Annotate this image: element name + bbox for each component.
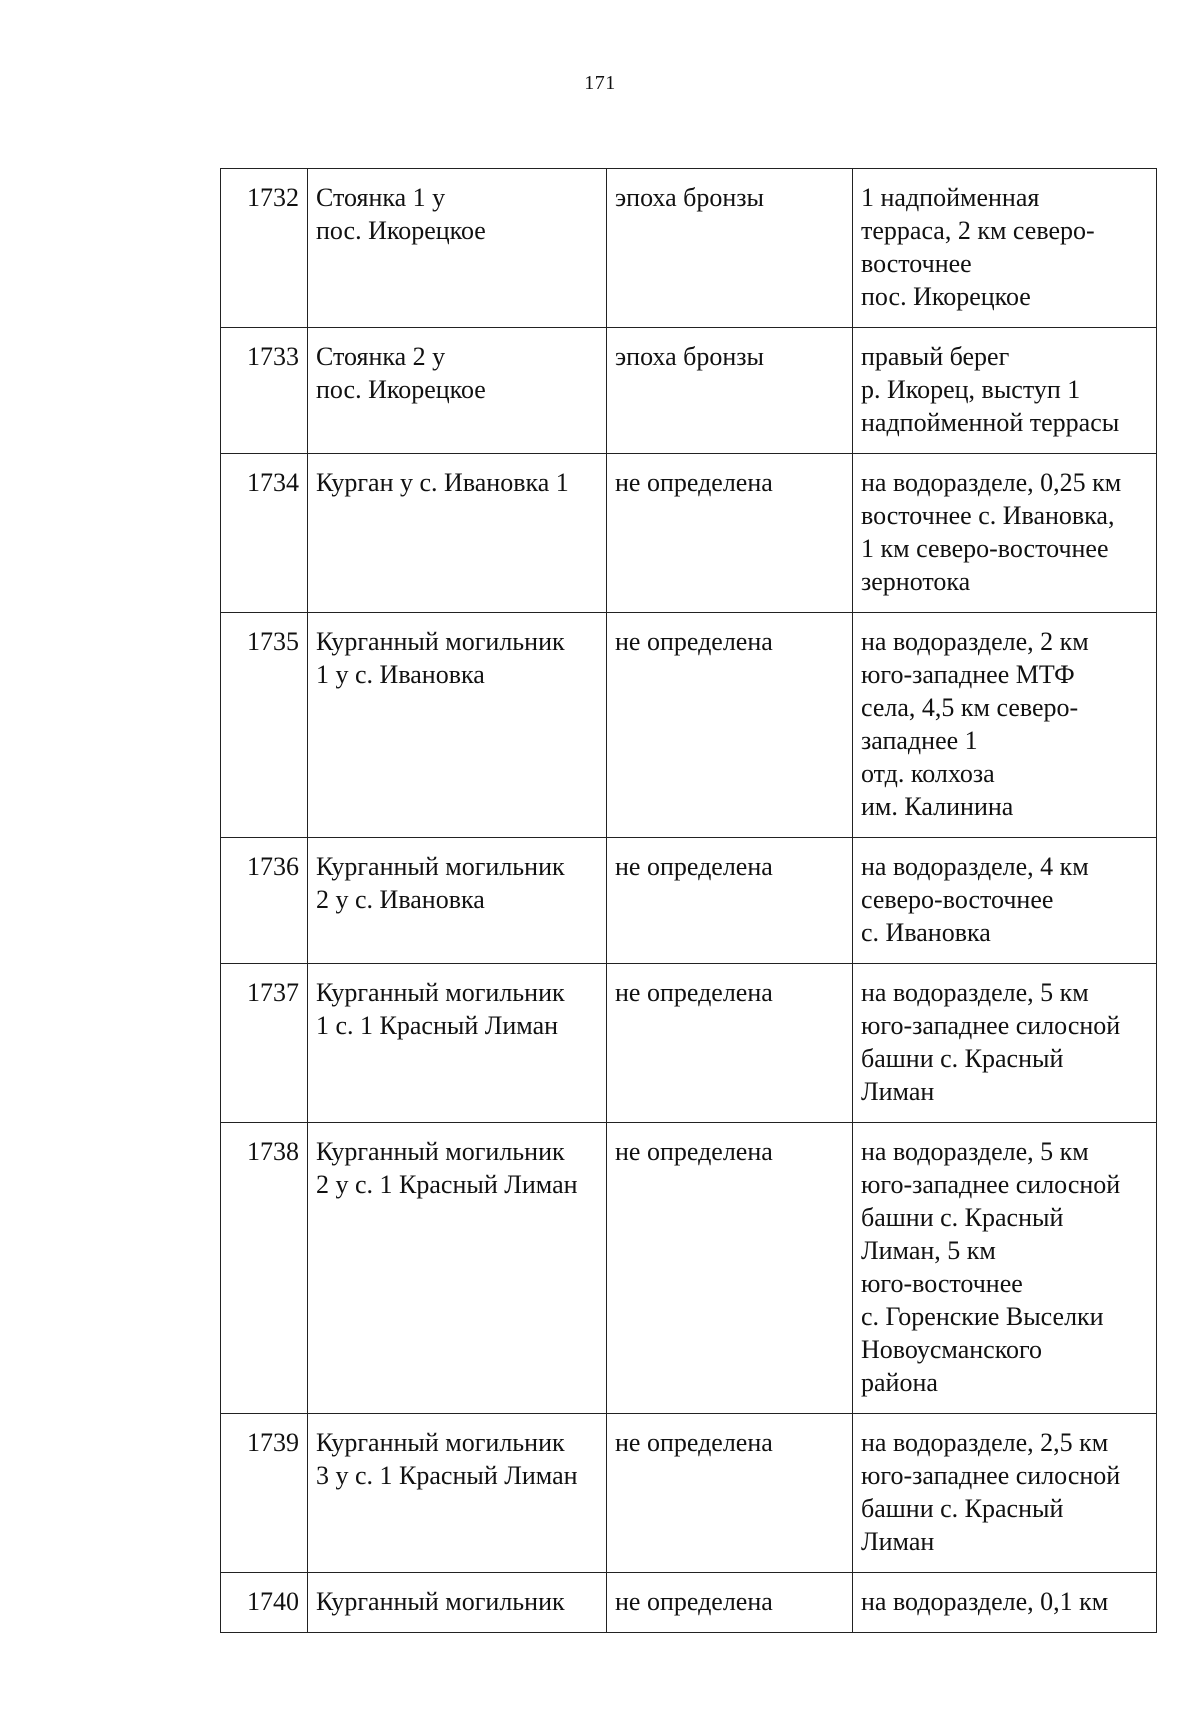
site-name-cell bbox=[308, 1123, 607, 1414]
site-location-cell-line: им. Калинина bbox=[861, 792, 1014, 821]
site-location-cell-line: восточнее с. Ивановка, bbox=[861, 501, 1115, 530]
site-location-cell-line: башни с. Красный bbox=[861, 1494, 1064, 1523]
site-location-cell-line: села, 4,5 км северо- bbox=[861, 693, 1079, 722]
site-number-cell: 1735 bbox=[221, 613, 308, 838]
site-epoch-cell-line: не определена bbox=[615, 1428, 773, 1457]
site-location-cell bbox=[853, 1573, 1157, 1633]
site-location-cell-line: зернотока bbox=[861, 567, 971, 596]
site-location-cell-line: на водоразделе, 4 км bbox=[861, 852, 1089, 881]
site-name-cell bbox=[308, 169, 607, 328]
site-location-cell-line: Лиман bbox=[861, 1527, 935, 1556]
table-row bbox=[221, 169, 1157, 328]
site-location-cell-line: восточнее bbox=[861, 249, 972, 278]
site-name-cell bbox=[308, 1414, 607, 1573]
site-location-cell-line: на водоразделе, 5 км bbox=[861, 978, 1089, 1007]
site-name-cell bbox=[308, 964, 607, 1123]
site-number-cell: 1738 bbox=[221, 1123, 308, 1414]
table-row bbox=[221, 1123, 1157, 1414]
site-epoch-cell bbox=[607, 328, 853, 454]
site-location-cell-line: юго-западнее МТФ bbox=[861, 660, 1075, 689]
site-epoch-cell-line: не определена bbox=[615, 468, 773, 497]
site-location-cell-line: Лиман, 5 км bbox=[861, 1236, 996, 1265]
site-location-cell bbox=[853, 1414, 1157, 1573]
site-name-cell-line: Курган у с. Ивановка 1 bbox=[316, 468, 569, 497]
site-epoch-cell bbox=[607, 169, 853, 328]
site-name-cell bbox=[308, 838, 607, 964]
site-name-cell bbox=[308, 454, 607, 613]
site-epoch-cell bbox=[607, 1123, 853, 1414]
site-epoch-cell bbox=[607, 964, 853, 1123]
site-location-cell-line: на водоразделе, 0,25 км bbox=[861, 468, 1122, 497]
site-location-cell bbox=[853, 838, 1157, 964]
site-location-cell-line: р. Икорец, выступ 1 bbox=[861, 375, 1081, 404]
site-epoch-cell-line: эпоха бронзы bbox=[615, 342, 765, 371]
site-number-cell: 1733 bbox=[221, 328, 308, 454]
site-location-cell bbox=[853, 964, 1157, 1123]
site-number-cell: 1740 bbox=[221, 1573, 308, 1633]
site-name-cell-line: Курганный могильник bbox=[316, 627, 565, 656]
site-number-cell: 1734 bbox=[221, 454, 308, 613]
site-location-cell-line: башни с. Красный bbox=[861, 1203, 1064, 1232]
site-location-cell-line: отд. колхоза bbox=[861, 759, 995, 788]
site-epoch-cell-line: не определена bbox=[615, 1587, 773, 1616]
table-row bbox=[221, 613, 1157, 838]
site-epoch-cell bbox=[607, 838, 853, 964]
site-name-cell-line: 3 у с. 1 Красный Лиман bbox=[316, 1461, 578, 1490]
site-location-cell-line: надпойменной террасы bbox=[861, 408, 1120, 437]
site-location-cell bbox=[853, 613, 1157, 838]
site-epoch-cell bbox=[607, 454, 853, 613]
table-row bbox=[221, 1573, 1157, 1633]
site-epoch-cell bbox=[607, 1414, 853, 1573]
site-number-cell: 1736 bbox=[221, 838, 308, 964]
site-name-cell-line: 2 у с. 1 Красный Лиман bbox=[316, 1170, 578, 1199]
site-epoch-cell-line: не определена bbox=[615, 1137, 773, 1166]
site-location-cell bbox=[853, 1123, 1157, 1414]
site-epoch-cell-line: не определена bbox=[615, 627, 773, 656]
site-location-cell-line: на водоразделе, 2,5 км bbox=[861, 1428, 1109, 1457]
site-name-cell-line: пос. Икорецкое bbox=[316, 375, 486, 404]
site-location-cell-line: пос. Икорецкое bbox=[861, 282, 1031, 311]
site-location-cell-line: правый берег bbox=[861, 342, 1010, 371]
site-epoch-cell-line: эпоха бронзы bbox=[615, 183, 765, 212]
site-name-cell-line: Курганный могильник bbox=[316, 852, 565, 881]
table-row bbox=[221, 454, 1157, 613]
site-name-cell-line: Стоянка 1 у bbox=[316, 183, 446, 212]
site-epoch-cell bbox=[607, 613, 853, 838]
site-location-cell-line: района bbox=[861, 1368, 938, 1397]
site-name-cell-line: 2 у с. Ивановка bbox=[316, 885, 485, 914]
site-location-cell-line: 1 км северо-восточнее bbox=[861, 534, 1109, 563]
site-name-cell bbox=[308, 1573, 607, 1633]
site-location-cell-line: терраса, 2 км северо- bbox=[861, 216, 1095, 245]
page-number: 171 bbox=[584, 72, 616, 94]
site-name-cell-line: Стоянка 2 у bbox=[316, 342, 446, 371]
table-row bbox=[221, 1414, 1157, 1573]
site-location-cell-line: северо-восточнее bbox=[861, 885, 1054, 914]
table-row bbox=[221, 328, 1157, 454]
site-location-cell bbox=[853, 169, 1157, 328]
site-number-cell: 1732 bbox=[221, 169, 308, 328]
site-name-cell-line: пос. Икорецкое bbox=[316, 216, 486, 245]
site-location-cell-line: с. Ивановка bbox=[861, 918, 991, 947]
site-location-cell-line: юго-западнее силосной bbox=[861, 1170, 1121, 1199]
site-name-cell-line: Курганный могильник bbox=[316, 1587, 565, 1616]
site-location-cell-line: Лиман bbox=[861, 1077, 935, 1106]
table-body bbox=[221, 169, 1157, 1633]
site-location-cell-line: юго-западнее силосной bbox=[861, 1011, 1121, 1040]
site-name-cell bbox=[308, 613, 607, 838]
site-number-cell: 1737 bbox=[221, 964, 308, 1123]
site-name-cell-line: Курганный могильник bbox=[316, 1137, 565, 1166]
site-name-cell-line: 1 с. 1 Красный Лиман bbox=[316, 1011, 559, 1040]
site-epoch-cell-line: не определена bbox=[615, 978, 773, 1007]
site-location-cell-line: юго-западнее силосной bbox=[861, 1461, 1121, 1490]
table-row bbox=[221, 964, 1157, 1123]
site-location-cell bbox=[853, 328, 1157, 454]
site-location-cell-line: Новоусманского bbox=[861, 1335, 1043, 1364]
site-location-cell-line: западнее 1 bbox=[861, 726, 978, 755]
site-location-cell-line: 1 надпойменная bbox=[861, 183, 1040, 212]
site-location-cell bbox=[853, 454, 1157, 613]
heritage-sites-table bbox=[220, 168, 1157, 1633]
site-location-cell-line: на водоразделе, 5 км bbox=[861, 1137, 1089, 1166]
site-name-cell bbox=[308, 328, 607, 454]
site-name-cell-line: Курганный могильник bbox=[316, 1428, 565, 1457]
site-name-cell-line: Курганный могильник bbox=[316, 978, 565, 1007]
site-epoch-cell bbox=[607, 1573, 853, 1633]
site-name-cell-line: 1 у с. Ивановка bbox=[316, 660, 485, 689]
site-location-cell-line: башни с. Красный bbox=[861, 1044, 1064, 1073]
table-row bbox=[221, 838, 1157, 964]
site-location-cell-line: юго-восточнее bbox=[861, 1269, 1023, 1298]
site-location-cell-line: на водоразделе, 2 км bbox=[861, 627, 1089, 656]
site-location-cell-line: на водоразделе, 0,1 км bbox=[861, 1587, 1109, 1616]
site-location-cell-line: с. Горенские Выселки bbox=[861, 1302, 1104, 1331]
site-epoch-cell-line: не определена bbox=[615, 852, 773, 881]
site-number-cell: 1739 bbox=[221, 1414, 308, 1573]
